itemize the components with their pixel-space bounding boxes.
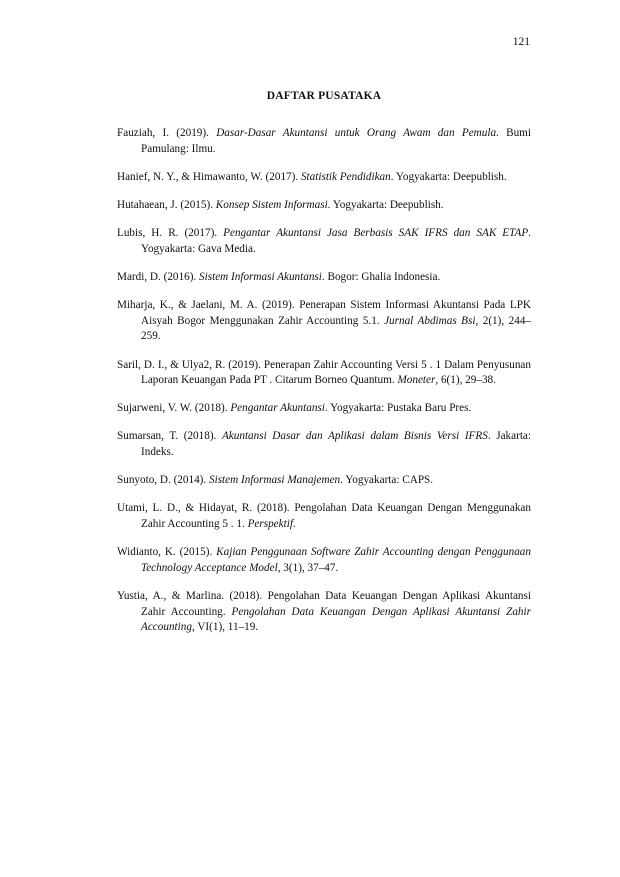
reference-entry: Hanief, N. Y., & Himawanto, W. (2017). Statistik Pendidikan. Yogyakarta: Deepublish. — [117, 170, 507, 183]
reference-entry: Sunyoto, D. (2014). Sistem Informasi Manajemen. Yogyakarta: CAPS. — [117, 474, 434, 487]
reference-entry: Fauziah, I. (2019). Dasar-Dasar Akuntansi untuk Orang Awam dan Pemula. Bumi Pamulang: Ilmu. — [117, 127, 531, 155]
reference-list — [117, 126, 531, 648]
page-title: DAFTAR PUSATAKA — [266, 90, 382, 102]
reference-entry: Saril, D. I., & Ulya2, R. (2019). Penerapan Zahir Accounting Versi 5 . 1 Dalam Penyusunan Laporan Keuangan Pada PT . Citarum Borneo Quantum. Moneter, 6(1), 29–38. — [117, 358, 531, 387]
reference-entry: Lubis, H. R. (2017). Pengantar Akuntansi Jasa Berbasis SAK IFRS dan SAK ETAP. Yogyakarta: Gava Media. — [117, 227, 531, 255]
reference-entry: Utami, L. D., & Hidayat, R. (2018). Pengolahan Data Keuangan Dengan Menggunakan Zahir Accounting 5 . 1. Perspektif. — [117, 502, 531, 531]
reference-entry: Widianto, K. (2015). Kajian Penggunaan Software Zahir Accounting dengan Penggunaan Technology Acceptance Model, 3(1), 37–47. — [117, 546, 531, 574]
page-number: 121 — [512, 36, 530, 48]
reference-entry: Sujarweni, V. W. (2018). Pengantar Akuntansi. Yogyakarta: Pustaka Baru Pres. — [117, 402, 472, 415]
reference-entry: Mardi, D. (2016). Sistem Informasi Akuntansi. Bogor: Ghalia Indonesia. — [117, 270, 441, 283]
reference-entry: Yustia, A., & Marlina. (2018). Pengolahan Data Keuangan Dengan Aplikasi Akuntansi Zahir Accounting. Pengolahan Data Keuangan Dengan Aplikasi Akuntansi Zahir Accounting, VI(1), 11–19. — [117, 590, 531, 634]
reference-entry: Sumarsan, T. (2018). Akuntansi Dasar dan Aplikasi dalam Bisnis Versi IFRS. Jakarta: Indeks. — [117, 430, 531, 459]
reference-entry: Miharja, K., & Jaelani, M. A. (2019). Penerapan Sistem Informasi Akuntansi Pada LPK Aisyah Bogor Menggunakan Zahir Accounting 5.1. Jurnal Abdimas Bsi, 2(1), 244–259. — [117, 299, 532, 343]
reference-entry: Hutahaean, J. (2015). Konsep Sistem Informasi. Yogyakarta: Deepublish. — [117, 198, 444, 211]
